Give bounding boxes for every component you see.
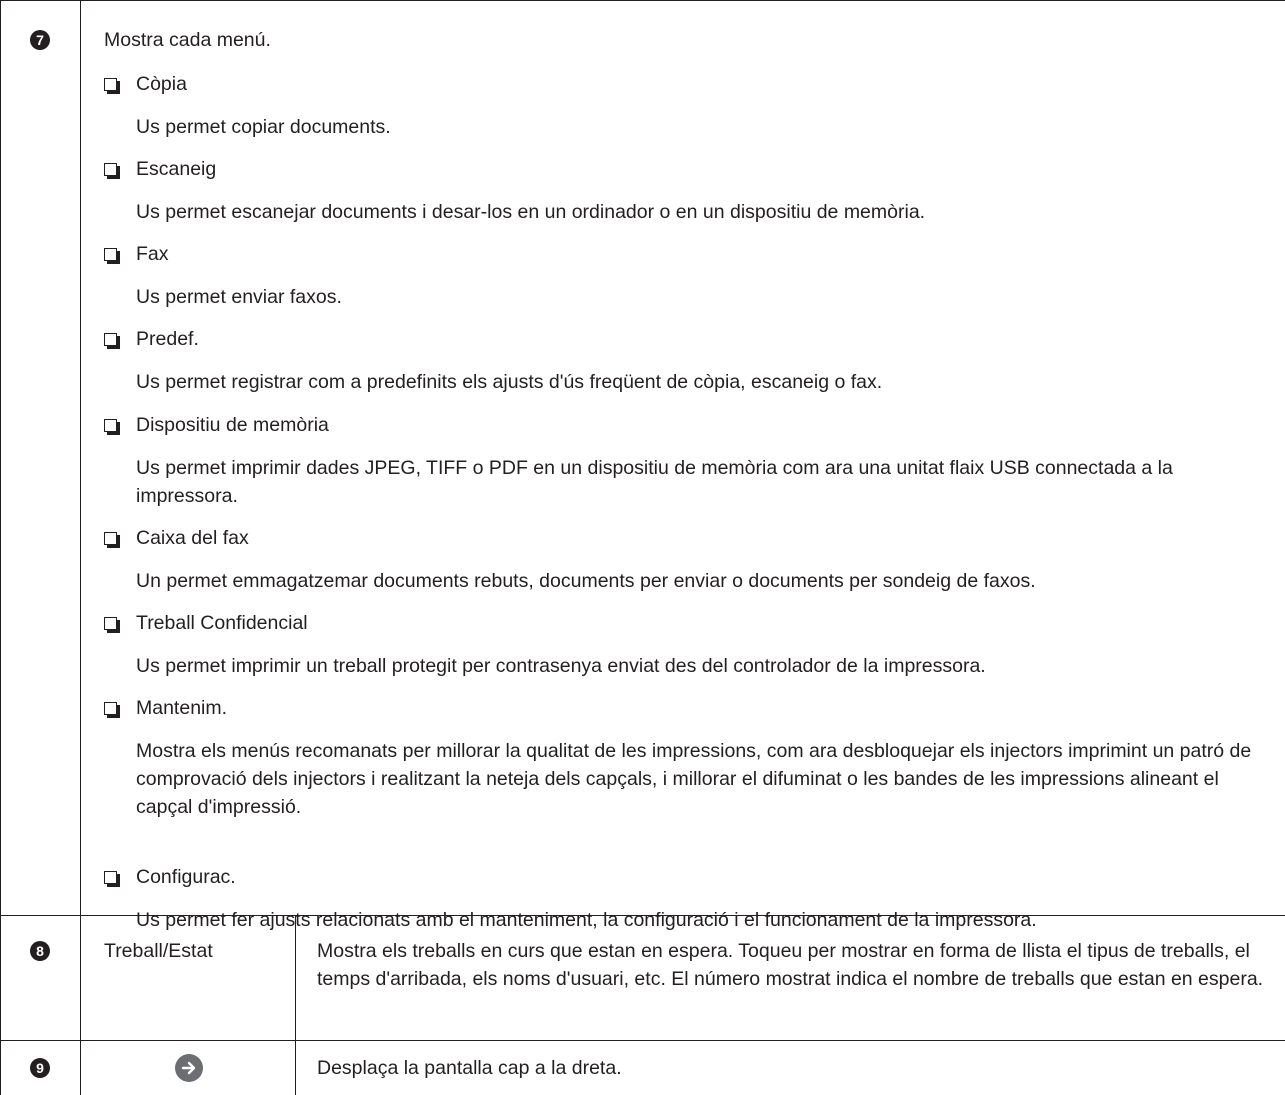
menu-item-title: Configurac.	[136, 866, 236, 888]
bullet-box-icon	[104, 163, 120, 179]
menu-item-description: Us permet escanejar documents i desar-los en un ordinador o en un dispositiu de memòria.	[136, 201, 926, 223]
table-border-top	[0, 0, 1285, 1]
row-number-badge: 7	[30, 30, 50, 50]
menu-item-title: Mantenim.	[136, 697, 228, 719]
menu-item-title: Dispositiu de memòria	[136, 414, 329, 436]
bullet-box-icon	[104, 248, 120, 264]
menu-item-description: Mostra els menús recomanats per millorar la qualitat de les impressions, com ara desbloquejar els injectors imprimint un patró de comprovació dels injectors i realitzant la neteja dels capçals, i millorar el difuminat o les bandes de les impressions alineant el capçal d'impressió.	[136, 740, 1252, 818]
menu-item-title: Escaneig	[136, 158, 217, 180]
menu-item-title: Predef.	[136, 328, 199, 350]
row-number-badge: 8	[30, 941, 50, 961]
row-intro-text: Mostra cada menú.	[104, 29, 271, 51]
menu-item-description: Us permet enviar faxos.	[136, 286, 342, 308]
menu-item-description: Us permet imprimir dades JPEG, TIFF o PDF en un dispositiu de memòria com ara una unitat flaix USB connectada a la impressora.	[136, 457, 1173, 507]
row-number-badge: 9	[30, 1058, 50, 1078]
menu-item-description: Us permet copiar documents.	[136, 116, 391, 138]
bullet-box-icon	[104, 871, 120, 887]
bullet-box-icon	[104, 333, 120, 349]
bullet-box-icon	[104, 78, 120, 94]
bullet-box-icon	[104, 532, 120, 548]
bullet-box-icon	[104, 702, 120, 718]
menu-item-title: Fax	[136, 243, 169, 265]
bullet-box-icon	[104, 419, 120, 435]
table-column-divider	[80, 0, 81, 1095]
menu-item-title: Treball Confidencial	[136, 612, 308, 634]
arrow-right-circle-icon	[175, 1054, 203, 1082]
menu-item-title: Caixa del fax	[136, 527, 249, 549]
row-8-inner-divider	[295, 915, 296, 1095]
menu-item-description: Un permet emmagatzemar documents rebuts, documents per enviar o documents per sondeig de faxos.	[136, 570, 1036, 592]
row-description: Mostra els treballs en curs que estan en espera. Toqueu per mostrar en forma de llista el tipus de treballs, el temps d'arribada, els noms d'usuari, etc. El número mostrat indica el nombre de treballs que estan en espera.	[317, 940, 1264, 990]
menu-item-description: Us permet imprimir un treball protegit per contrasenya enviat des del controlador de la impressora.	[136, 655, 986, 677]
table-border-left	[0, 0, 1, 1095]
row-label: Treball/Estat	[104, 940, 213, 962]
menu-item-description: Us permet fer ajusts relacionats amb el manteniment, la configuració i el funcionament de la impressora.	[136, 909, 1037, 931]
bullet-box-icon	[104, 617, 120, 633]
menu-item-description: Us permet registrar com a predefinits els ajusts d'ús freqüent de còpia, escaneig o fax.	[136, 371, 883, 393]
menu-item-title: Còpia	[136, 73, 187, 95]
row-description: Desplaça la pantalla cap a la dreta.	[317, 1057, 622, 1079]
row-divider-9	[0, 1040, 1285, 1041]
